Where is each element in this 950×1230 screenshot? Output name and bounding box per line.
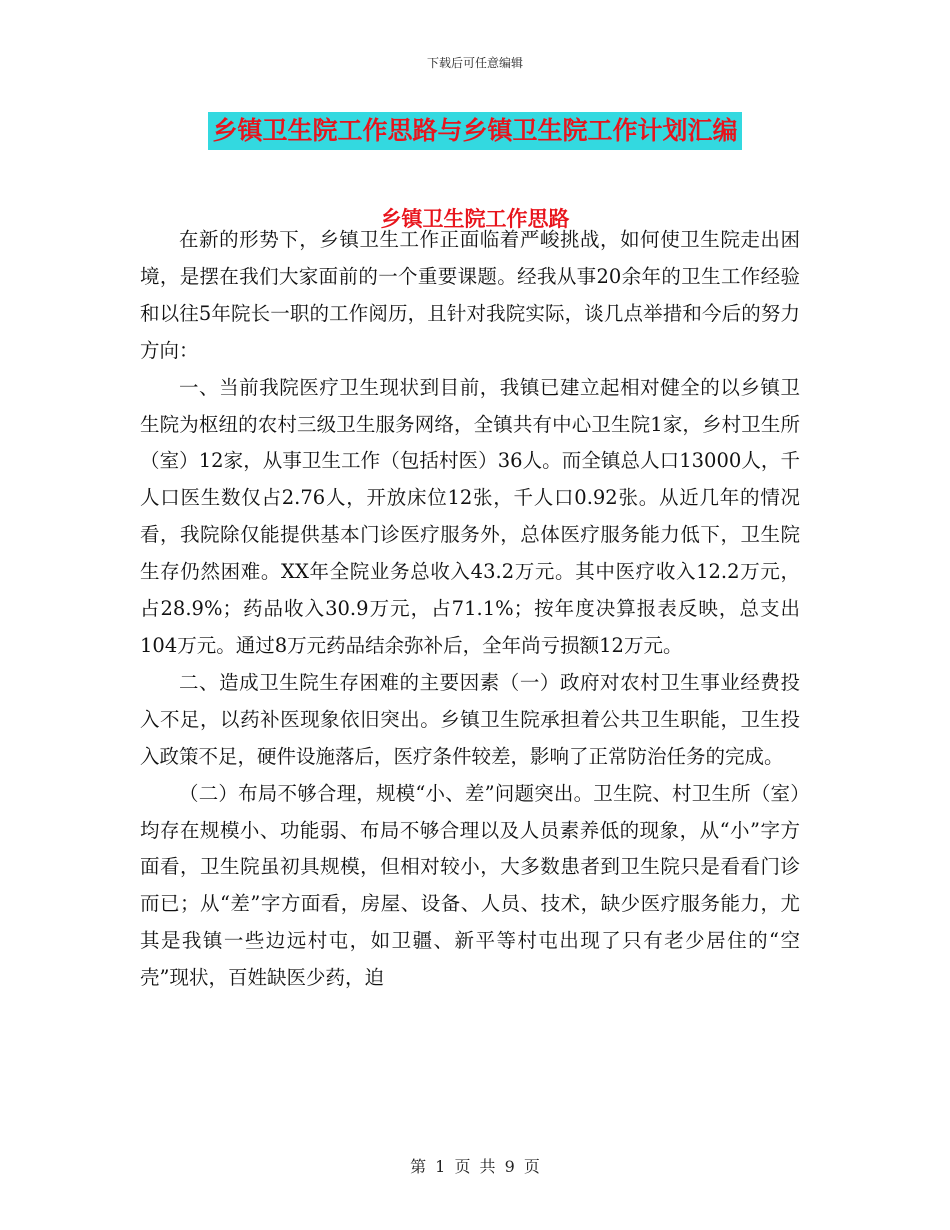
paragraph-intro: 在新的形势下，乡镇卫生工作正面临着严峻挑战，如何使卫生院走出困境，是摆在我们大家面前的一个重要课题。经我从事20余年的卫生工作经验和以往5年院长一职的工作阅历，且针对我院实际，谈几点举措和今后的努力方向： — [140, 228, 800, 362]
document-title-container — [0, 112, 950, 150]
document-title: 乡镇卫生院工作思路与乡镇卫生院工作计划汇编 — [208, 112, 741, 150]
document-body — [140, 222, 800, 997]
paragraph-difficulty-factors: 二、造成卫生院生存困难的主要因素（一）政府对农村卫生事业经费投入不足，以药补医现象依旧突出。乡镇卫生院承担着公共卫生职能，卫生投入政策不足，硬件设施落后，医疗条件较差，影响了正常防治任务的完成。 — [140, 670, 800, 768]
page-header-note: 下载后可任意编辑 — [426, 56, 523, 70]
paragraph-layout-issues: （二）布局不够合理，规模“小、差”问题突出。卫生院、村卫生所（室）均存在规模小、功能弱、布局不够合理以及人员素养低的现象，从“小”字方面看，卫生院虽初具规模，但相对较小，大多数患者到卫生院只是看看门诊而已；从“差”字方面看，房屋、设备、人员、技术，缺少医疗服务能力，尤其是我镇一些边远村屯，如卫疆、新平等村屯出现了只有老少居住的“空壳”现状，百姓缺医少药，迫 — [140, 781, 800, 990]
section-title: 乡镇卫生院工作思路 — [380, 206, 570, 231]
page-footer: 第 1 页 共 9 页 — [410, 1157, 540, 1176]
paragraph-current-status: 一、当前我院医疗卫生现状到目前，我镇已建立起相对健全的以乡镇卫生院为枢纽的农村三级卫生服务网络，全镇共有中心卫生院1家，乡村卫生所（室）12家，从事卫生工作（包括村医）36人。而全镇总人口13000人，千人口医生数仅占2.76人，开放床位12张，千人口0.92张。从近几年的情况看，我院除仅能提供基本门诊医疗服务外，总体医疗服务能力低下，卫生院生存仍然困难。XX年全院业务总收入43.2万元。其中医疗收入12.2万元，占28.9%；药品收入30.9万元，占71.1%；按年度决算报表反映，总支出104万元。通过8万元药品结余弥补后，全年尚亏损额12万元。 — [140, 375, 800, 657]
